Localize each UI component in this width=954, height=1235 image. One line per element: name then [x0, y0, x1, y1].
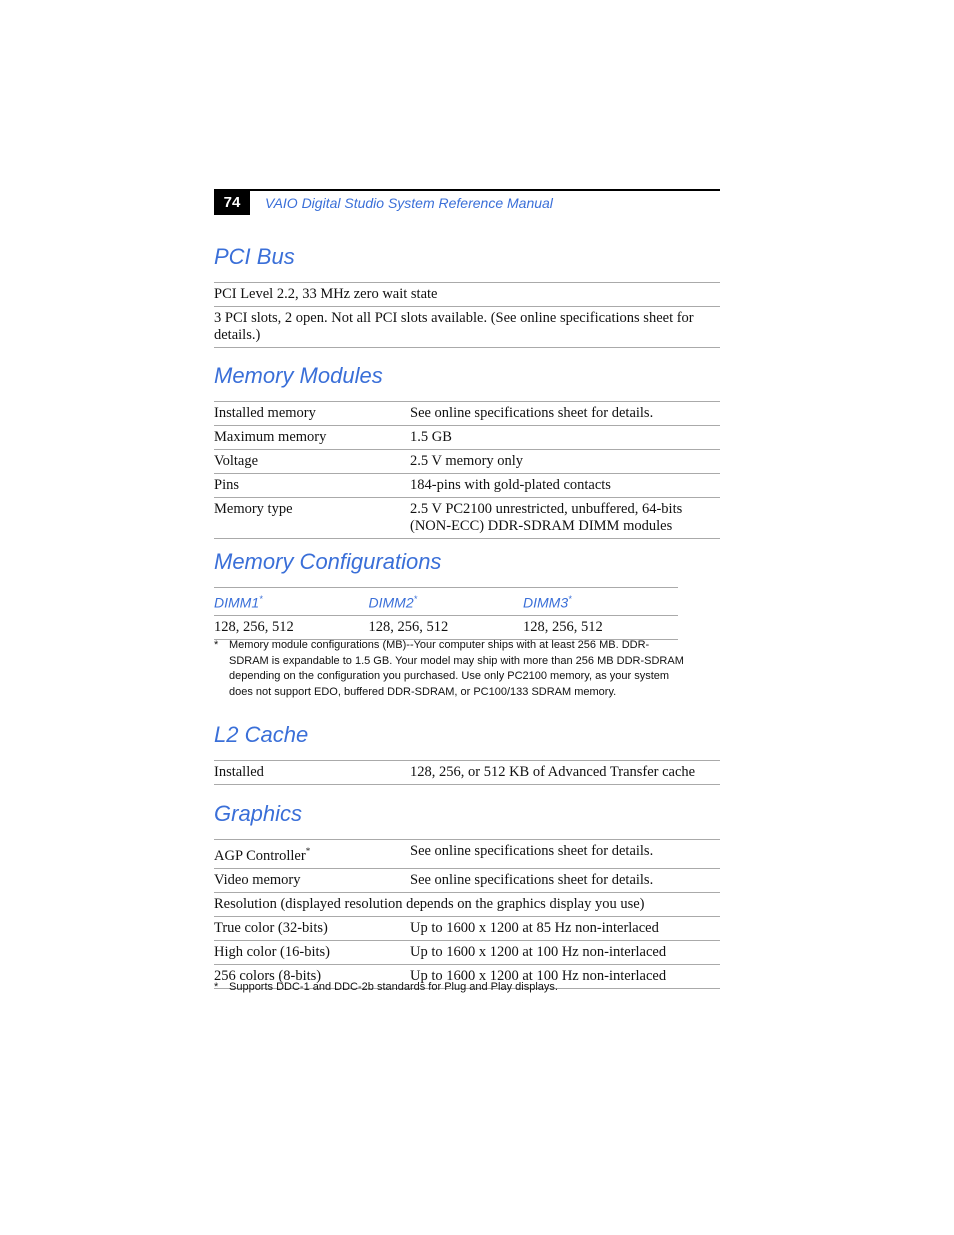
running-title: VAIO Digital Studio System Reference Manual [265, 195, 553, 211]
memory-footnote: * Memory module configurations (MB)--Your computer ships with at least 256 MB. DDR-SDRAM is expandable to 1.5 GB. Your model may ship with more than 256 MB DDR-SDRAM depending on the configuration you purchased. Use only PC2100 memory, as your system does not support EDO, buffered DDR-SDRAM, or PC100/133 SDRAM memory. [214, 639, 684, 698]
table-row: Maximum memory 1.5 GB [214, 426, 720, 450]
running-header [214, 189, 720, 215]
table-row: 256 colors (8-bits) Up to 1600 x 1200 at 100 Hz non-interlaced [214, 965, 720, 989]
memory-modules-heading: Memory Modules [214, 363, 383, 388]
l2-cache-heading: L2 Cache [214, 722, 309, 747]
footnote-marker: * [259, 594, 263, 604]
table-row: True color (32-bits) Up to 1600 x 1200 at 85 Hz non-interlaced [214, 917, 720, 941]
memory-modules-table [214, 401, 720, 539]
table-row: Memory type 2.5 V PC2100 unrestricted, unbuffered, 64-bits (NON-ECC) DDR-SDRAM DIMM modules [214, 498, 720, 539]
table-row: Voltage 2.5 V memory only [214, 450, 720, 474]
table-row: AGP Controller* See online specifications sheet for details. [214, 840, 720, 869]
pci-bus-table [214, 282, 720, 348]
dimm3-header: DIMM3 [523, 594, 569, 611]
l2-cache-table [214, 760, 720, 785]
table-row: Pins 184-pins with gold-plated contacts [214, 474, 720, 498]
graphics-table [214, 839, 720, 989]
table-row: Video memory See online specifications sheet for details. [214, 869, 720, 893]
page-number: 74 [214, 191, 250, 215]
page [214, 189, 720, 993]
pci-bus-heading: PCI Bus [214, 244, 295, 269]
graphics-footnote: * Supports DDC-1 and DDC-2b standards for Plug and Play displays. [214, 981, 558, 993]
footnote-marker: * [305, 846, 311, 856]
table-row: Installed memory See online specifications sheet for details. [214, 402, 720, 426]
table-row: 3 PCI slots, 2 open. Not all PCI slots available. (See online specifications sheet for details.) [214, 307, 720, 348]
table-row: Installed 128, 256, or 512 KB of Advanced Transfer cache [214, 761, 720, 785]
table-row: 128, 256, 512 128, 256, 512 128, 256, 512 [214, 616, 678, 640]
dimm2-header: DIMM2 [368, 594, 414, 611]
table-row: PCI Level 2.2, 33 MHz zero wait state [214, 283, 720, 307]
memory-configurations-table [214, 587, 678, 640]
table-row: High color (16-bits) Up to 1600 x 1200 at 100 Hz non-interlaced [214, 941, 720, 965]
footnote-marker: * [568, 594, 572, 604]
table-row: Resolution (displayed resolution depends on the graphics display you use) [214, 893, 720, 917]
table-header-row [214, 588, 678, 616]
footnote-marker: * [413, 594, 418, 604]
dimm1-header: DIMM1 [214, 594, 260, 611]
graphics-heading: Graphics [214, 801, 303, 826]
memory-configurations-heading: Memory Configurations [214, 549, 442, 574]
